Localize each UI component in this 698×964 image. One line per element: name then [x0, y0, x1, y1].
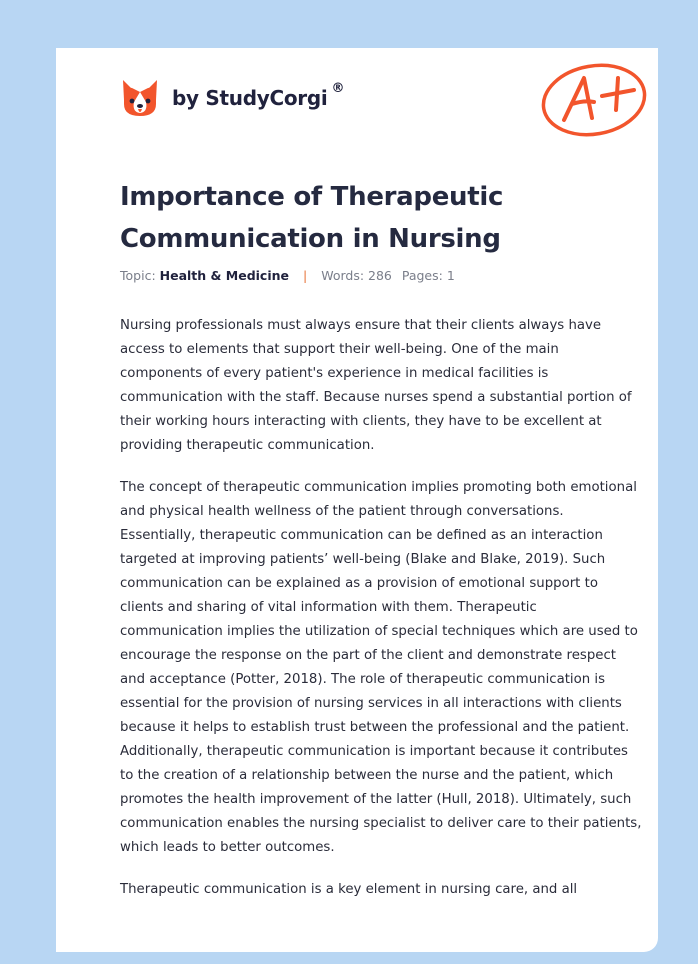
word-count: Words: 286	[321, 268, 392, 283]
paragraph: Therapeutic communication is a key element in nursing care, and all	[120, 882, 578, 897]
essay-body	[120, 314, 642, 920]
document-page	[56, 48, 658, 952]
paragraph: The concept of therapeutic communication implies promoting both emotional and physical health wellness of the patient through conversations. Essentially, therapeutic communication can be defined as an interaction targeted at improving patients’ well-being (Blake and Blake, 2019). Such communication can be explained as a provision of emotional support to clients and sharing of vital information with them. Therapeutic communication implies the utilization of special techniques which are used to encourage the response on the part of the client and demonstrate respect and acceptance (Potter, 2018). The role of therapeutic communication is essential for the provision of nursing services in all interactions with clients because it helps to establish trust between the professional and the patient. Additionally, therapeutic communication is important because it contributes to the creation of a relationship between the nurse and the patient, which promotes the health improvement of the latter (Hull, 2018). Ultimately, such communication enables the nursing specialist to deliver care to their patients, which leads to better outcomes.	[120, 480, 642, 855]
topic-label: Topic:	[120, 268, 156, 283]
essay-meta	[120, 268, 455, 283]
page-count: Pages: 1	[401, 268, 455, 283]
meta-separator: |	[302, 268, 308, 283]
registered-mark: ®	[331, 80, 345, 96]
brand-name: by StudyCorgi	[172, 86, 328, 110]
paragraph: Nursing professionals must always ensure that their clients always have access to elements that support their well-being. One of the main components of every patient's experience in medical facilities is communication with the staff. Because nurses spend a substantial portion of their working hours interacting with clients, they have to be excellent at providing therapeutic communication.	[120, 318, 632, 453]
studycorgi-logo[interactable]	[120, 76, 344, 120]
topic-link[interactable]: Health & Medicine	[159, 268, 289, 283]
grade-badge	[536, 56, 652, 144]
a-plus-icon	[536, 56, 652, 140]
corgi-icon	[120, 76, 160, 120]
page-title: Importance of Therapeutic Communication in Nursing	[120, 182, 504, 254]
